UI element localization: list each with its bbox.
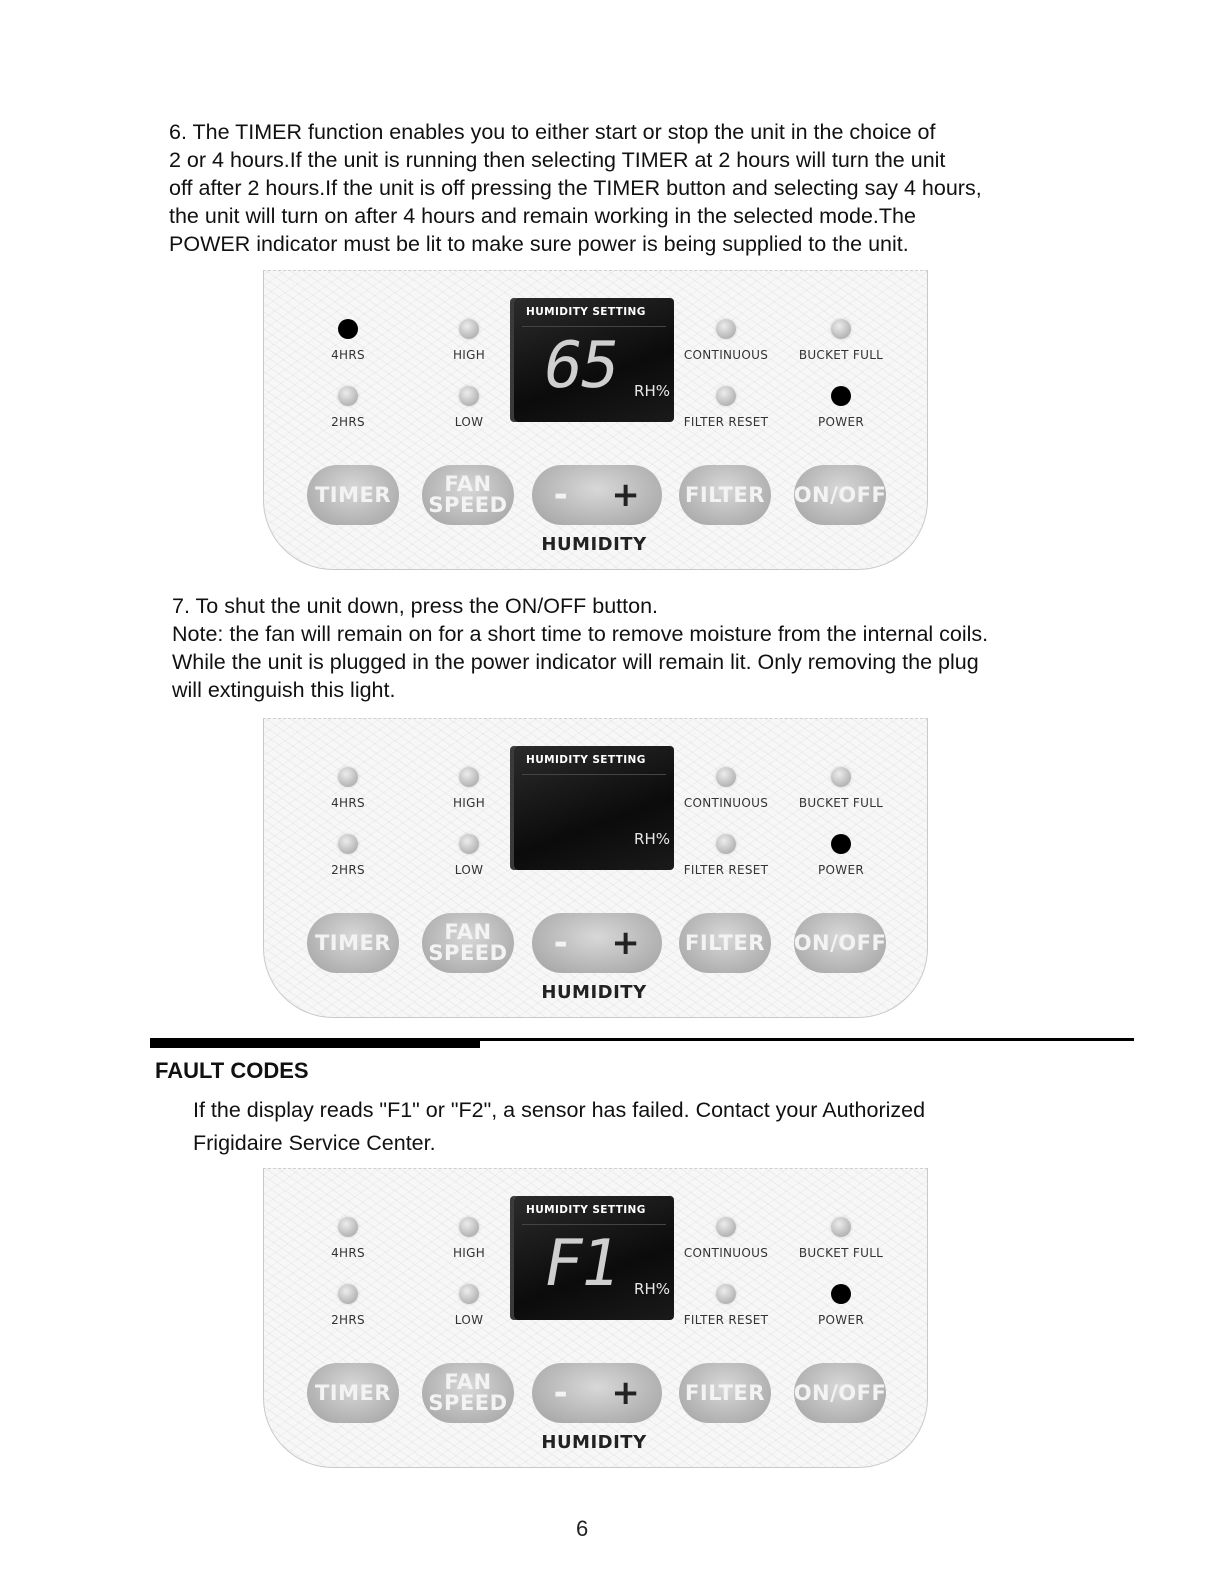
humidity-down-button[interactable]: -: [553, 1372, 569, 1413]
label-2hrs: 2HRS: [331, 1313, 365, 1327]
display-title: HUMIDITY SETTING: [526, 1204, 646, 1216]
display-title: HUMIDITY SETTING: [526, 306, 646, 318]
fan-speed-label-line2: SPEED: [428, 493, 508, 517]
indicator-high: [459, 1217, 479, 1237]
control-panel: [263, 718, 928, 1018]
indicator-power: [831, 1284, 851, 1304]
indicator-bucket-full: [831, 1217, 851, 1237]
indicator-low: [459, 386, 479, 406]
fan-speed-label-line1: FAN: [444, 920, 492, 944]
label-power: POWER: [818, 863, 864, 877]
label-bucket-full: BUCKET FULL: [798, 796, 884, 810]
indicator-2hrs: [338, 386, 358, 406]
step-7-line: While the unit is plugged in the power indicator will remain lit. Only removing the plug: [172, 650, 979, 674]
label-bucket-full: BUCKET FULL: [798, 348, 884, 362]
label-continuous: CONTINUOUS: [683, 796, 769, 810]
humidity-adjust-button: [532, 465, 662, 525]
label-low: LOW: [454, 415, 484, 429]
step-7-paragraph: [172, 592, 988, 704]
indicator-high: [459, 767, 479, 787]
indicator-bucket-full: [831, 767, 851, 787]
label-high: HIGH: [452, 796, 486, 810]
fault-codes-paragraph: [193, 1094, 925, 1160]
humidity-up-button[interactable]: +: [611, 474, 641, 515]
display-divider: [522, 326, 666, 327]
timer-button[interactable]: TIMER: [307, 465, 399, 525]
label-filter-reset: FILTER RESET: [683, 415, 769, 429]
timer-button[interactable]: TIMER: [307, 913, 399, 973]
label-continuous: CONTINUOUS: [683, 348, 769, 362]
display-unit: RH%: [634, 1280, 670, 1298]
indicator-filter-reset: [716, 1284, 736, 1304]
indicator-continuous: [716, 1217, 736, 1237]
step-7-line: 7. To shut the unit down, press the ON/OFF button.: [172, 594, 658, 618]
step-6-paragraph: [169, 118, 982, 258]
step-6-line: POWER indicator must be lit to make sure power is being supplied to the unit.: [169, 232, 909, 256]
humidity-adjust-button: [532, 913, 662, 973]
display-unit: RH%: [634, 382, 670, 400]
indicator-bucket-full: [831, 319, 851, 339]
step-6-line: the unit will turn on after 4 hours and remain working in the selected mode.The: [169, 204, 916, 228]
on-off-button[interactable]: ON/OFF: [794, 465, 886, 525]
label-4hrs: 4HRS: [331, 796, 365, 810]
humidity-down-button[interactable]: -: [553, 474, 569, 515]
display-divider: [522, 774, 666, 775]
indicator-high: [459, 319, 479, 339]
label-2hrs: 2HRS: [331, 863, 365, 877]
label-4hrs: 4HRS: [331, 348, 365, 362]
indicator-filter-reset: [716, 386, 736, 406]
fan-speed-button[interactable]: [422, 465, 514, 525]
display-unit: RH%: [634, 830, 670, 848]
humidity-down-button[interactable]: -: [553, 922, 569, 963]
fan-speed-label-line1: FAN: [444, 1370, 492, 1394]
filter-button[interactable]: FILTER: [679, 1363, 771, 1423]
indicator-4hrs: [338, 1217, 358, 1237]
fan-speed-label-line2: SPEED: [428, 1391, 508, 1415]
indicator-low: [459, 834, 479, 854]
filter-button[interactable]: FILTER: [679, 913, 771, 973]
label-continuous: CONTINUOUS: [683, 1246, 769, 1260]
label-2hrs: 2HRS: [331, 415, 365, 429]
fan-speed-button[interactable]: [422, 913, 514, 973]
label-power: POWER: [818, 415, 864, 429]
page-number: 6: [576, 1516, 589, 1541]
timer-button[interactable]: TIMER: [307, 1363, 399, 1423]
humidity-display: [514, 746, 674, 870]
humidity-label: HUMIDITY: [541, 982, 647, 1003]
indicator-filter-reset: [716, 834, 736, 854]
indicator-low: [459, 1284, 479, 1304]
step-7-line: Note: the fan will remain on for a short time to remove moisture from the internal coils.: [172, 622, 989, 646]
humidity-up-button[interactable]: +: [611, 922, 641, 963]
fan-speed-label-line1: FAN: [444, 472, 492, 496]
indicator-continuous: [716, 319, 736, 339]
label-low: LOW: [454, 1313, 484, 1327]
indicator-2hrs: [338, 834, 358, 854]
label-high: HIGH: [452, 348, 486, 362]
display-divider: [522, 1224, 666, 1225]
fan-speed-button[interactable]: [422, 1363, 514, 1423]
step-6-line: 2 or 4 hours.If the unit is running then selecting TIMER at 2 hours will turn the unit: [169, 148, 946, 172]
control-panel: [263, 270, 928, 570]
fault-codes-line: Frigidaire Service Center.: [193, 1131, 436, 1155]
label-4hrs: 4HRS: [331, 1246, 365, 1260]
humidity-label: HUMIDITY: [541, 534, 647, 555]
filter-button[interactable]: FILTER: [679, 465, 771, 525]
section-heading: FAULT CODES: [155, 1058, 309, 1083]
indicator-continuous: [716, 767, 736, 787]
humidity-label: HUMIDITY: [541, 1432, 647, 1453]
label-high: HIGH: [452, 1246, 486, 1260]
indicator-2hrs: [338, 1284, 358, 1304]
label-filter-reset: FILTER RESET: [683, 1313, 769, 1327]
display-value: 65: [537, 329, 624, 403]
label-filter-reset: FILTER RESET: [683, 863, 769, 877]
label-power: POWER: [818, 1313, 864, 1327]
step-7-line: will extinguish this light.: [172, 678, 396, 702]
section-divider-accent: [150, 1038, 480, 1048]
control-panel: [263, 1168, 928, 1468]
display-title: HUMIDITY SETTING: [526, 754, 646, 766]
display-value: F1: [537, 1227, 624, 1301]
humidity-display: [514, 298, 674, 422]
step-6-line: off after 2 hours.If the unit is off pressing the TIMER button and selecting say 4 hours,: [169, 176, 982, 200]
indicator-power: [831, 386, 851, 406]
step-6-line: 6. The TIMER function enables you to either start or stop the unit in the choice of: [169, 120, 936, 144]
humidity-display: [514, 1196, 674, 1320]
humidity-adjust-button: [532, 1363, 662, 1423]
indicator-4hrs: [338, 767, 358, 787]
on-off-button[interactable]: ON/OFF: [794, 1363, 886, 1423]
humidity-up-button[interactable]: +: [611, 1372, 641, 1413]
fault-codes-line: If the display reads "F1" or "F2", a sensor has failed. Contact your Authorized: [193, 1098, 926, 1122]
indicator-4hrs: [338, 319, 358, 339]
label-low: LOW: [454, 863, 484, 877]
fan-speed-label-line2: SPEED: [428, 941, 508, 965]
on-off-button[interactable]: ON/OFF: [794, 913, 886, 973]
label-bucket-full: BUCKET FULL: [798, 1246, 884, 1260]
indicator-power: [831, 834, 851, 854]
